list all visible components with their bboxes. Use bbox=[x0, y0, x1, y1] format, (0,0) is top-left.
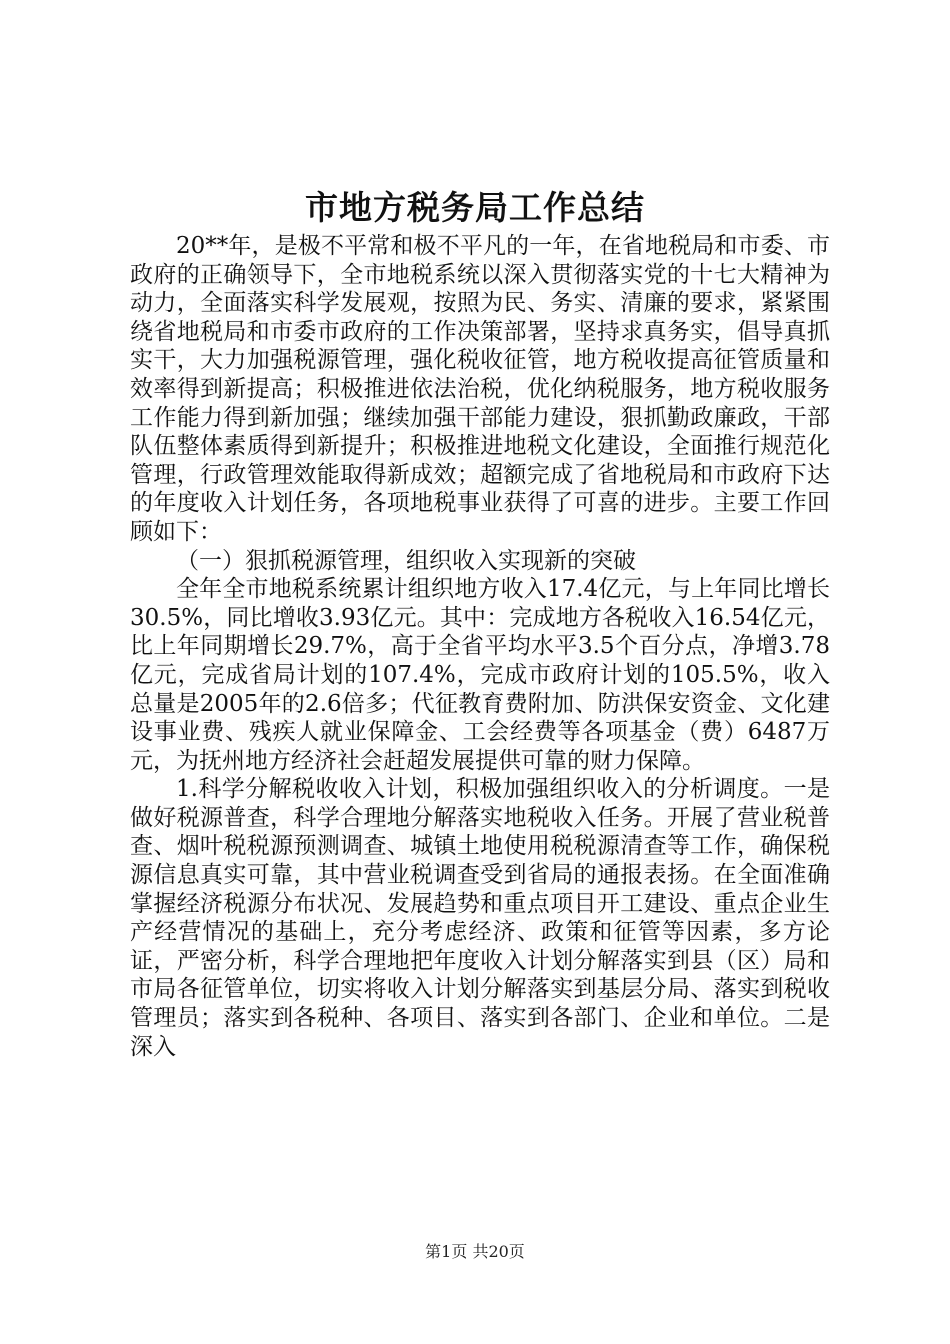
intro-paragraph: 20**年，是极不平常和极不平凡的一年，在省地税局和市委、市政府的正确领导下，全市地税系统以深入贯彻落实党的十七大精神为动力，全面落实科学发展观，按照为民、务实、清廉的要求，紧紧围绕省地税局和市委市政府的工作决策部署，坚持求真务实，倡导真抓实干，大力加强税源管理，强化税收征管，地方税收提高征管质量和效率得到新提高；积极推进依法治税，优化纳税服务，地方税收服务工作能力得到新加强；继续加强干部能力建设，狠抓勤政廉政，干部队伍整体素质得到新提升；积极推进地税文化建设，全面推行规范化管理，行政管理效能取得新成效；超额完成了省地税局和市政府下达的年度收入计划任务，各项地税事业获得了可喜的进步。主要工作回顾如下： bbox=[130, 233, 830, 545]
plan-paragraph: 1.科学分解税收收入计划，积极加强组织收入的分析调度。一是做好税源普查，科学合理地分解落实地税收入任务。开展了营业税普查、烟叶税税源预测调查、城镇土地使用税税源清查等工作，确保税源信息真实可靠，其中营业税调查受到省局的通报表扬。在全面准确掌握经济税源分布状况、发展趋势和重点项目开工建设、重点企业生产经营情况的基础上，充分考虑经济、政策和征管等因素，多方论证，严密分析，科学合理地把年度收入计划分解落实到县（区）局和市局各征管单位，切实将收入计划分解落实到基层分局、落实到税收管理员；落实到各税种、各项目、落实到各部门、企业和单位。二是深入 bbox=[130, 776, 830, 1060]
document-title: 市地方税务局工作总结 bbox=[305, 188, 645, 227]
section-heading: （一）狠抓税源管理，组织收入实现新的突破 bbox=[176, 547, 636, 574]
document-body bbox=[130, 232, 830, 1061]
revenue-paragraph: 全年全市地税系统累计组织地方收入17.4亿元，与上年同比增长30.5%，同比增收3.93亿元。其中：完成地方各税收入16.54亿元，比上年同期增长29.7%，高于全省平均水平3.5个百分点，净增3.78亿元，完成省局计划的107.4%，完成市政府计划的105.5%，收入总量是2005年的2.6倍多；代征教育费附加、防洪保安资金、文化建设事业费、残疾人就业保障金、工会经费等各项基金（费）6487万元，为抚州地方经济社会赶超发展提供可靠的财力保障。 bbox=[130, 576, 830, 774]
page-footer: 第1页 共20页 bbox=[425, 1242, 525, 1261]
